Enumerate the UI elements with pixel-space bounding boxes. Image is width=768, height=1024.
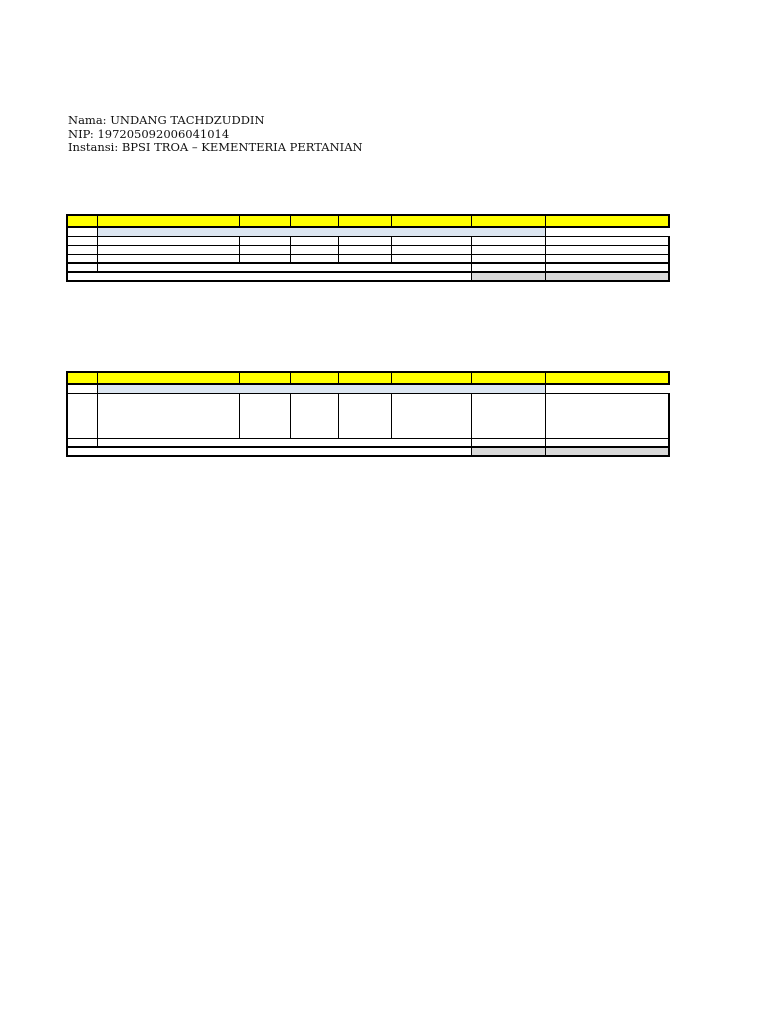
table-1-cell xyxy=(338,245,391,254)
table-1-subtotal-label-cell xyxy=(97,263,471,272)
table-1-cell xyxy=(391,245,471,254)
employee-agency: Instansi: BPSI TROA – KEMENTERIA PERTANIAN xyxy=(68,140,363,154)
table-2-cell xyxy=(545,438,669,447)
table-1-cell xyxy=(67,236,97,245)
table-1-cell xyxy=(67,245,97,254)
table-row xyxy=(67,245,669,254)
table-1-header-cell xyxy=(338,215,391,227)
table-2-total-cell xyxy=(545,447,669,456)
table-row xyxy=(67,254,669,263)
table-1-cell xyxy=(97,236,239,245)
table-2-total-cell xyxy=(471,447,545,456)
table-1-total-label-cell xyxy=(67,272,471,281)
table-1-header-cell xyxy=(545,215,669,227)
table-2-subtotal-label-cell xyxy=(97,438,471,447)
table-1-cell xyxy=(67,263,97,272)
table-1-cell xyxy=(471,245,545,254)
table-1-cell xyxy=(67,254,97,263)
table-1-cell xyxy=(471,263,545,272)
table-1-cell xyxy=(97,254,239,263)
table-1-cell xyxy=(471,236,545,245)
table-2-cell xyxy=(290,393,338,438)
table-row xyxy=(67,236,669,245)
table-1-cell xyxy=(545,254,669,263)
table-1-cell xyxy=(97,245,239,254)
table-1-total-cell xyxy=(545,272,669,281)
table-2-subtotal-row xyxy=(67,438,669,447)
table-2-section-cell xyxy=(97,384,545,393)
table-1-cell xyxy=(471,254,545,263)
table-2 xyxy=(66,371,670,457)
table-2-header-cell xyxy=(290,372,338,384)
table-2-total-label-cell xyxy=(67,447,471,456)
table-2-cell xyxy=(338,393,391,438)
table-2-cell xyxy=(391,393,471,438)
table-1-header-cell xyxy=(97,215,239,227)
table-2-header-cell xyxy=(471,372,545,384)
table-2-cell xyxy=(471,438,545,447)
table-1-total-row xyxy=(67,272,669,281)
table-1-cell xyxy=(391,236,471,245)
table-1-cell xyxy=(239,245,290,254)
table-1-cell xyxy=(290,254,338,263)
table-2-header-cell xyxy=(338,372,391,384)
table-2-cell xyxy=(545,384,669,393)
table-2-header-cell xyxy=(97,372,239,384)
table-1-cell xyxy=(545,236,669,245)
table-1-cell xyxy=(67,227,97,236)
table-1-total-cell xyxy=(471,272,545,281)
table-2-cell xyxy=(471,393,545,438)
table-1-cell xyxy=(545,245,669,254)
table-row xyxy=(67,393,669,438)
table-1-cell xyxy=(338,236,391,245)
table-1-cell xyxy=(290,236,338,245)
table-1-cell xyxy=(545,263,669,272)
table-1-section-cell xyxy=(97,227,545,236)
employee-info xyxy=(68,114,363,155)
table-1-header-cell xyxy=(471,215,545,227)
table-1 xyxy=(66,214,670,282)
table-2-cell xyxy=(239,393,290,438)
table-1-header-row xyxy=(67,215,669,227)
table-1-header-cell xyxy=(391,215,471,227)
table-2-header-cell xyxy=(391,372,471,384)
table-2-header-cell xyxy=(239,372,290,384)
table-1-cell xyxy=(545,227,669,236)
table-2-cell xyxy=(545,393,669,438)
table-1-header-cell xyxy=(67,215,97,227)
table-1-section-row xyxy=(67,227,669,236)
table-2-header-cell xyxy=(545,372,669,384)
table-1-cell xyxy=(239,254,290,263)
table-1-cell xyxy=(290,245,338,254)
table-1-cell xyxy=(338,254,391,263)
table-2-cell xyxy=(97,393,239,438)
table-1-header-cell xyxy=(239,215,290,227)
table-1-cell xyxy=(391,254,471,263)
table-2-cell xyxy=(67,438,97,447)
table-1-cell xyxy=(239,236,290,245)
table-2-header-cell xyxy=(67,372,97,384)
table-1-header-cell xyxy=(290,215,338,227)
table-2-cell xyxy=(67,384,97,393)
table-2-header-row xyxy=(67,372,669,384)
employee-name: Nama: UNDANG TACHDZUDDIN xyxy=(68,113,265,127)
table-1-subtotal-row xyxy=(67,263,669,272)
table-2-total-row xyxy=(67,447,669,456)
table-2-cell xyxy=(67,393,97,438)
employee-nip: NIP: 197205092006041014 xyxy=(68,126,230,141)
table-2-section-row xyxy=(67,384,669,393)
